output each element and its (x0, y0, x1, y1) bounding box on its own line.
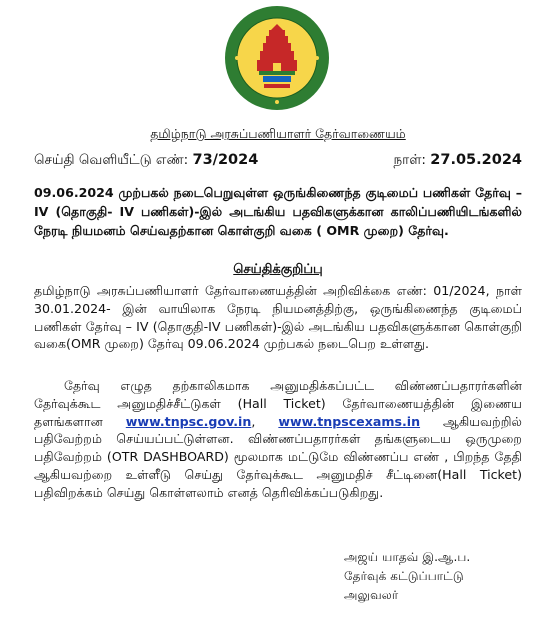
date-label: நாள்: (393, 152, 426, 168)
signatory-name: அஜய் யாதவ் இ.ஆ.ப. (344, 550, 471, 564)
date-group (394, 152, 522, 170)
paragraph-hall-ticket-part2: ஆகியவற்றில் பதிவேற்றம் செய்யப்பட்டுள்ளன. விண்ணப்பதாரர்கள் தங்களுடைய ஒருமுறை பதிவேற்றம் (OTR DASHBOARD) மூலமாக மட்டுமே விண்ணப்ப எண் , பிறந்த தேதி ஆகியவற்றை உள்ளீடு செய்து தேர்வுக்கூட அனுமதிச் சீட்டினை(Hall Ticket) பதிவிறக்கம் செய்து கொள்ளலாம் எனத் தெரிவிக்கப்படுகிறது. (34, 413, 522, 500)
tnpsc-website-link[interactable]: www.tnpsc.gov.in (125, 413, 252, 429)
signature-block (344, 548, 504, 605)
press-release-number: 73/2024 (192, 152, 259, 168)
press-release-label: செய்தி வெளியீட்டு எண்: (34, 152, 189, 168)
signatory-designation: தேர்வுக் கட்டுப்பாட்டு அலுவலர் (344, 569, 464, 602)
press-release-number-group (34, 152, 258, 170)
organisation-name: தமிழ்நாடு அரசுப்பணியாளர் தேர்வாணையம் (150, 126, 406, 141)
subject-text: 09.06.2024 முற்பகல் நடைபெறுவுள்ள ஒருங்கிணைந்த குடிமைப் பணிகள் தேர்வு – IV (தொகுதி- IV பணிகள்)-இல் அடங்கிய பதவிகளுக்கான காலிப்பணியிடங்களில் நேரடி நியமனம் செய்வதற்கான கொள்குறி வகை ( OMR முறை) தேர்வு. (34, 185, 522, 238)
paragraph-hall-ticket-part1: தேர்வு எழுத தற்காலிகமாக அனுமதிக்கப்பட்ட விண்ணப்பதாரர்களின் தேர்வுக்கூட அனுமதிச்சீட்டுகள் (Hall Ticket) தேர்வாணையத்தின் இணைய தளங்களான (34, 378, 522, 429)
paragraph-hall-ticket (34, 377, 522, 502)
press-note-heading: செய்திக்குறிப்பு (233, 262, 323, 277)
tnpscexams-website-link[interactable]: www.tnpscexams.in (278, 413, 421, 429)
date-value: 27.05.2024 (430, 152, 522, 168)
paragraph-announcement: தமிழ்நாடு அரசுப்பணியாளர் தேர்வாணையத்தின் அறிவிக்கை எண்: 01/2024, நாள் 30.01.2024- இன் வாயிலாக நேரடி நியமனத்திற்கு, ஒருங்கிணைந்த குடிமைப் பணிகள் தேர்வு – IV (தொகுதி-IV பணிகள்)-இல் அடங்கிய பதவிகளுக்கான கொள்குறி வகை(OMR முறை) தேர்வு 09.06.2024 முற்பகல் நடைபெற உள்ளது. (34, 283, 522, 352)
tamil-nadu-emblem-icon (223, 4, 331, 112)
link-separator: , (251, 413, 256, 429)
